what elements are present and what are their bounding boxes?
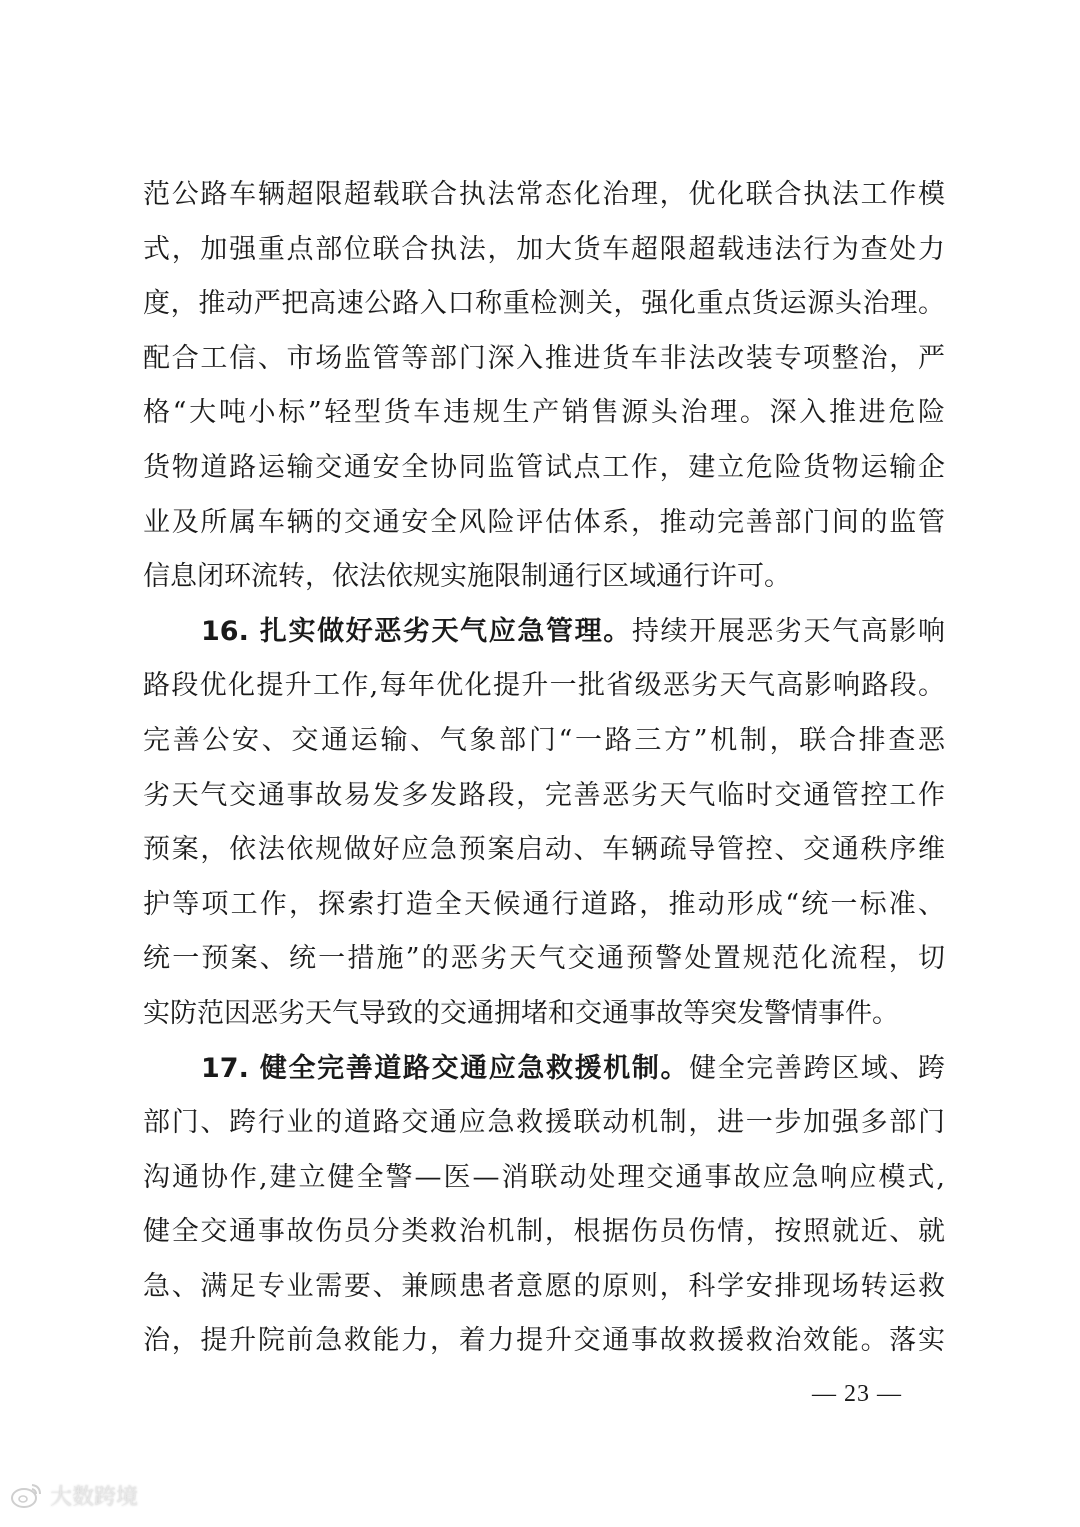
text-line: 业及所属车辆的交通安全风险评估体系，推动完善部门间的监管 (143, 506, 945, 538)
section-17-first-line (143, 1042, 945, 1097)
text-line: 急、满足专业需要、兼顾患者意愿的原则，科学安排现场转运救 (143, 1270, 945, 1302)
text-line: 式，加强重点部位联合执法，加大货车超限超载违法行为查处力 (143, 233, 945, 265)
watermark (10, 1478, 138, 1512)
section-16-heading: 16. 扎实做好恶劣天气应急管理。 (201, 615, 632, 647)
text-line: 格“大吨小标”轻型货车违规生产销售源头治理。深入推进危险 (143, 397, 945, 429)
text-line: 路段优化提升工作,每年优化提升一批省级恶劣天气高影响路段。 (143, 670, 945, 702)
page-number: — 23 — (812, 1381, 902, 1407)
text-line: 劣天气交通事故易发多发路段，完善恶劣天气临时交通管控工作 (143, 779, 945, 811)
text-line: 沟通协作,建立健全警—医—消联动处理交通事故应急响应模式, (143, 1161, 945, 1193)
text-line: 健全交通事故伤员分类救治机制，根据伤员伤情，按照就近、就 (143, 1216, 945, 1248)
weibo-logo-icon (10, 1481, 44, 1509)
text-line: 范公路车辆超限超载联合执法常态化治理，优化联合执法工作模 (143, 179, 945, 210)
section-16-first-line (143, 605, 945, 660)
section-17-first-line-text: 健全完善跨区域、跨 (689, 1052, 945, 1084)
text-line: 完善公安、交通运输、气象部门“一路三方”机制，联合排查恶 (143, 724, 945, 756)
text-line: 部门、跨行业的道路交通应急救援联动机制，进一步加强多部门 (143, 1107, 945, 1139)
watermark-text: 大数跨境 (50, 1484, 139, 1510)
text-line: 护等项工作，探索打造全天候通行道路，推动形成“统一标准、 (143, 888, 945, 920)
text-line: 货物道路运输交通安全协同监管试点工作，建立危险货物运输企 (143, 451, 945, 483)
text-line: 实防范因恶劣天气导致的交通拥堵和交通事故等突发警情事件。 (143, 997, 899, 1029)
text-line: 治，提升院前急救能力，着力提升交通事故救援救治效能。落实 (143, 1325, 945, 1357)
text-line: 度，推动严把高速公路入口称重检测关，强化重点货运源头治理。 (143, 288, 945, 320)
body-text (143, 168, 945, 1369)
section-17-heading: 17. 健全完善道路交通应急救援机制。 (201, 1052, 690, 1084)
section-16-first-line-text: 持续开展恶劣天气高影响 (631, 615, 945, 647)
text-line: 信息闭环流转，依法依规实施限制通行区域通行许可。 (143, 561, 791, 593)
text-line: 统一预案、统一措施”的恶劣天气交通预警处置规范化流程，切 (143, 943, 945, 975)
text-line: 预案，依法依规做好应急预案启动、车辆疏导管控、交通秩序维 (143, 834, 945, 866)
text-line: 配合工信、市场监管等部门深入推进货车非法改装专项整治，严 (143, 342, 945, 374)
